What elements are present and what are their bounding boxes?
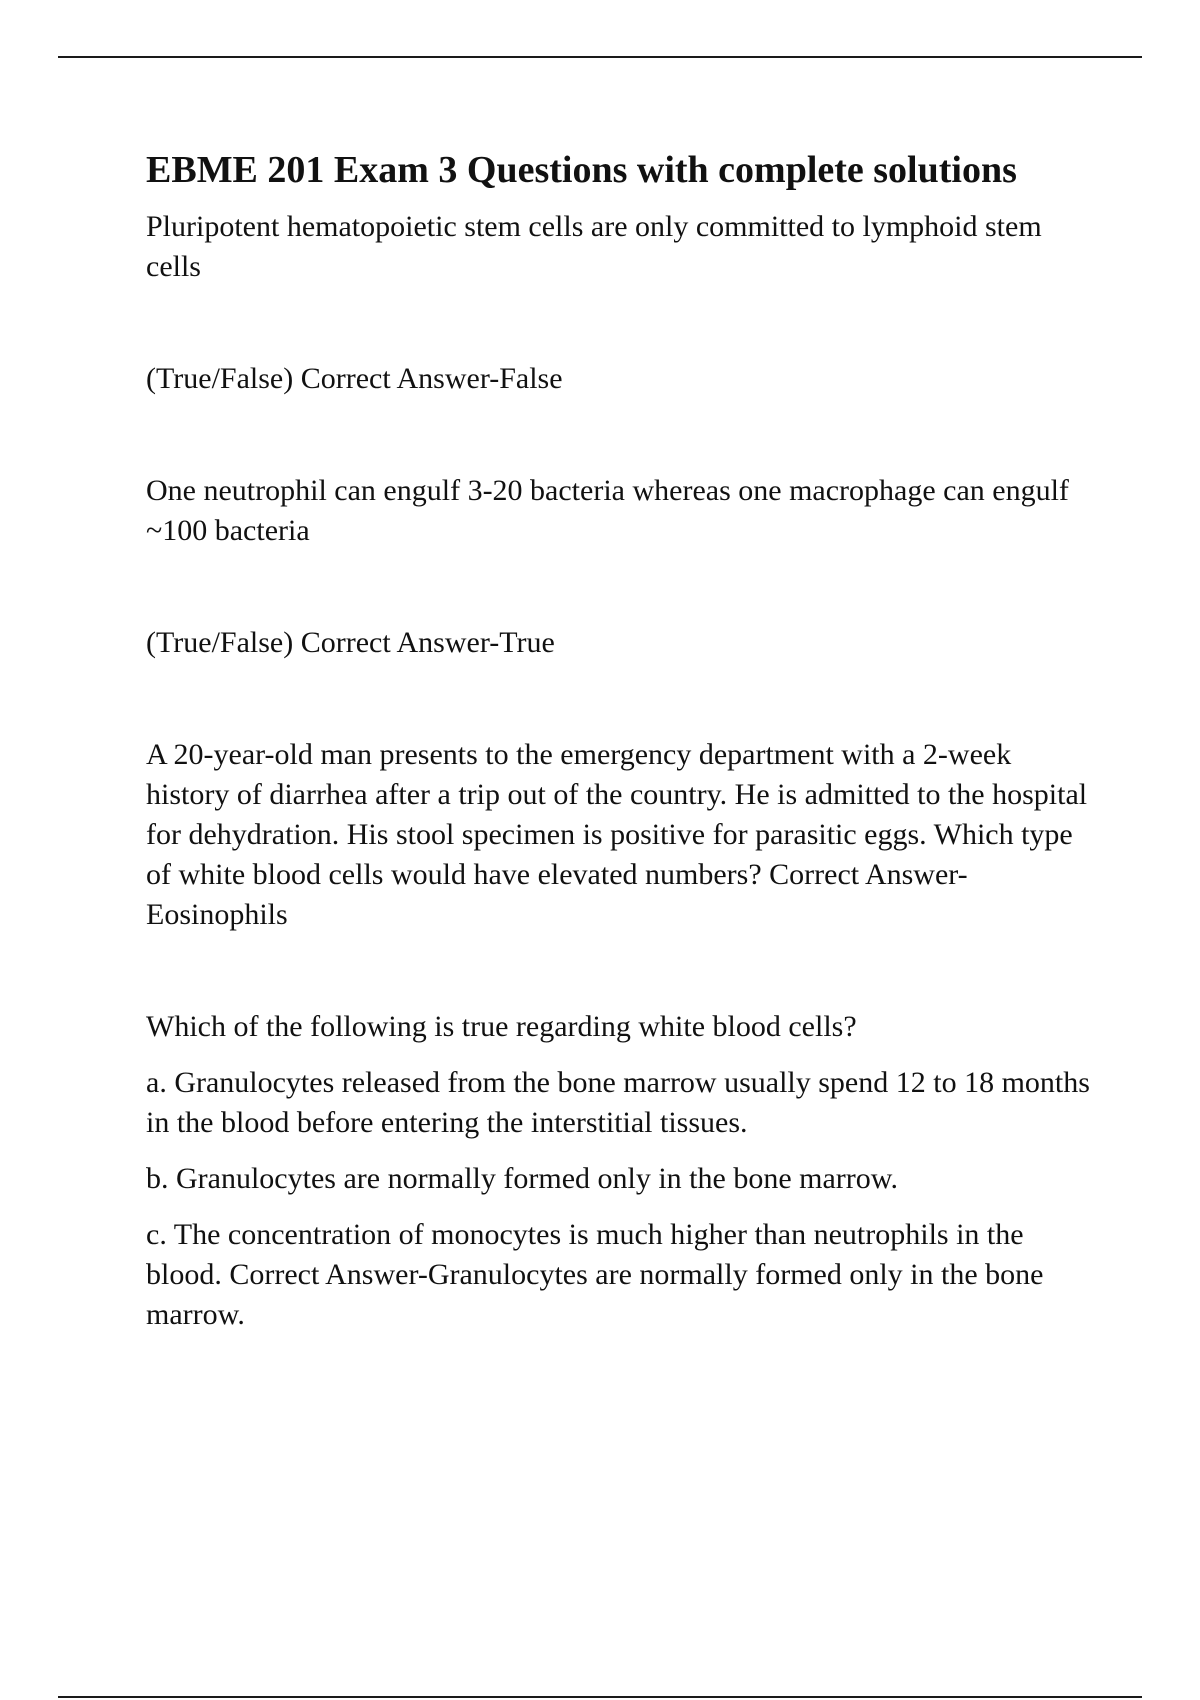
question-3: A 20-year-old man presents to the emergency department with a 2-week history of diarrhea after a trip out of the country. He is admitted to the hospital for dehydration. His stool specimen is positive for parasitic eggs. Which type of white blood cells would have elevated numbers? Correct Answer-Eosinophils [146,738,1088,931]
top-rule [58,56,1142,58]
answer-1: (True/False) Correct Answer-False [146,362,563,395]
question-1: Pluripotent hematopoietic stem cells are only committed to lymphoid stem cells [146,210,1042,283]
document-body [146,143,1096,1335]
option-b: b. Granulocytes are normally formed only in the bone marrow. [146,1162,898,1195]
question-4: Which of the following is true regarding white blood cells? [146,1010,857,1043]
answer-2: (True/False) Correct Answer-True [146,626,555,659]
option-c-answer: c. The concentration of monocytes is much higher than neutrophils in the blood. Correct Answer-Granulocytes are normally formed only in the bone marrow. [146,1218,1044,1331]
question-2: One neutrophil can engulf 3-20 bacteria whereas one macrophage can engulf ~100 bacteria [146,474,1069,547]
bottom-rule [58,1696,1142,1698]
option-a: a. Granulocytes released from the bone marrow usually spend 12 to 18 months in the blood before entering the interstitial tissues. [146,1066,1090,1139]
document-title: EBME 201 Exam 3 Questions with complete solutions [146,149,1017,191]
